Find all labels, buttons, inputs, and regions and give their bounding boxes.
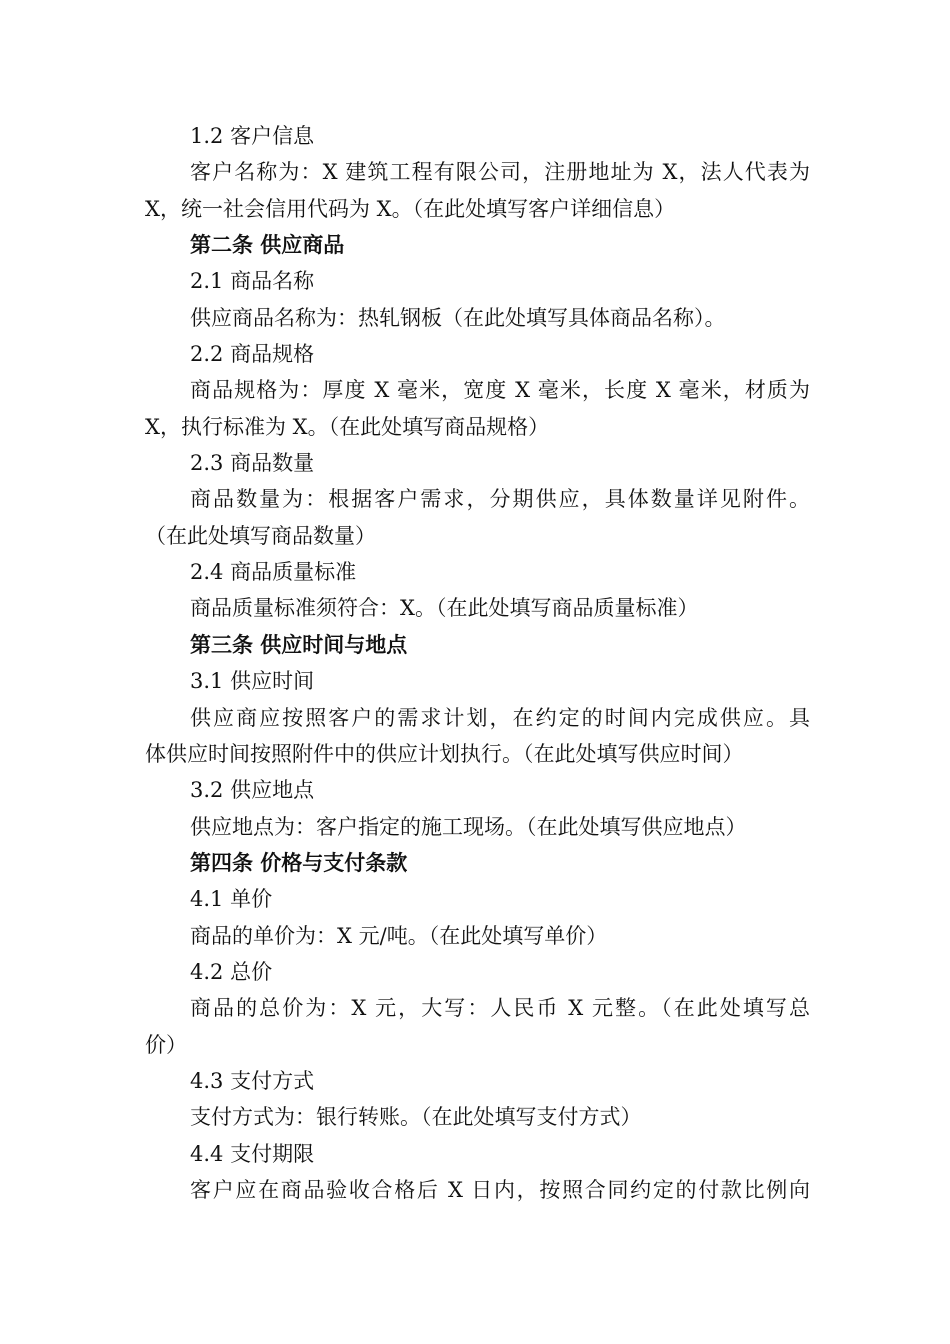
paragraph-line: 商品规格为：厚度 X 毫米，宽度 X 毫米，长度 X 毫米，材质为 [190,378,810,402]
paragraph-line: 供应商品名称为：热轧钢板（在此处填写具体商品名称）。 [190,306,726,330]
paragraph-line: 价） [145,1033,187,1057]
article-4-heading: 第四条 价格与支付条款 [190,851,408,875]
section-title-1-2: 1.2 客户信息 [190,124,315,148]
paragraph-line: 商品质量标准须符合：X。（在此处填写商品质量标准） [190,596,699,620]
paragraph-line: 供应地点为：客户指定的施工现场。（在此处填写供应地点） [190,815,747,839]
paragraph-line: 支付方式为：银行转账。（在此处填写支付方式） [190,1105,642,1129]
section-title-2-4: 2.4 商品质量标准 [190,560,357,584]
paragraph-line: 商品数量为：根据客户需求，分期供应，具体数量详见附件。 [190,487,810,511]
section-title-2-3: 2.3 商品数量 [190,451,315,475]
section-title-3-1: 3.1 供应时间 [190,669,315,693]
section-title-2-2: 2.2 商品规格 [190,342,315,366]
section-title-4-3: 4.3 支付方式 [190,1069,315,1093]
section-title-2-1: 2.1 商品名称 [190,269,315,293]
paragraph-line: 客户应在商品验收合格后 X 日内，按照合同约定的付款比例向 [190,1178,810,1202]
paragraph-line: X，统一社会信用代码为 X。（在此处填写客户详细信息） [145,197,676,221]
section-title-4-4: 4.4 支付期限 [190,1142,315,1166]
section-title-4-2: 4.2 总价 [190,960,273,984]
paragraph-line: 供应商应按照客户的需求计划，在约定的时间内完成供应。具 [190,706,810,730]
paragraph-line: （在此处填写商品数量） [145,524,376,548]
paragraph-line: X，执行标准为 X。（在此处填写商品规格） [145,415,550,439]
paragraph-line: 商品的单价为：X 元/吨。（在此处填写单价） [190,924,608,948]
article-3-heading: 第三条 供应时间与地点 [190,633,408,657]
article-2-heading: 第二条 供应商品 [190,233,345,257]
paragraph-line: 商品的总价为：X 元，大写：人民币 X 元整。（在此处填写总 [190,996,810,1020]
paragraph-line: 体供应时间按照附件中的供应计划执行。（在此处填写供应时间） [145,742,744,766]
section-title-4-1: 4.1 单价 [190,887,273,911]
paragraph-line: 客户名称为：X 建筑工程有限公司，注册地址为 X，法人代表为 [190,160,810,184]
section-title-3-2: 3.2 供应地点 [190,778,315,802]
